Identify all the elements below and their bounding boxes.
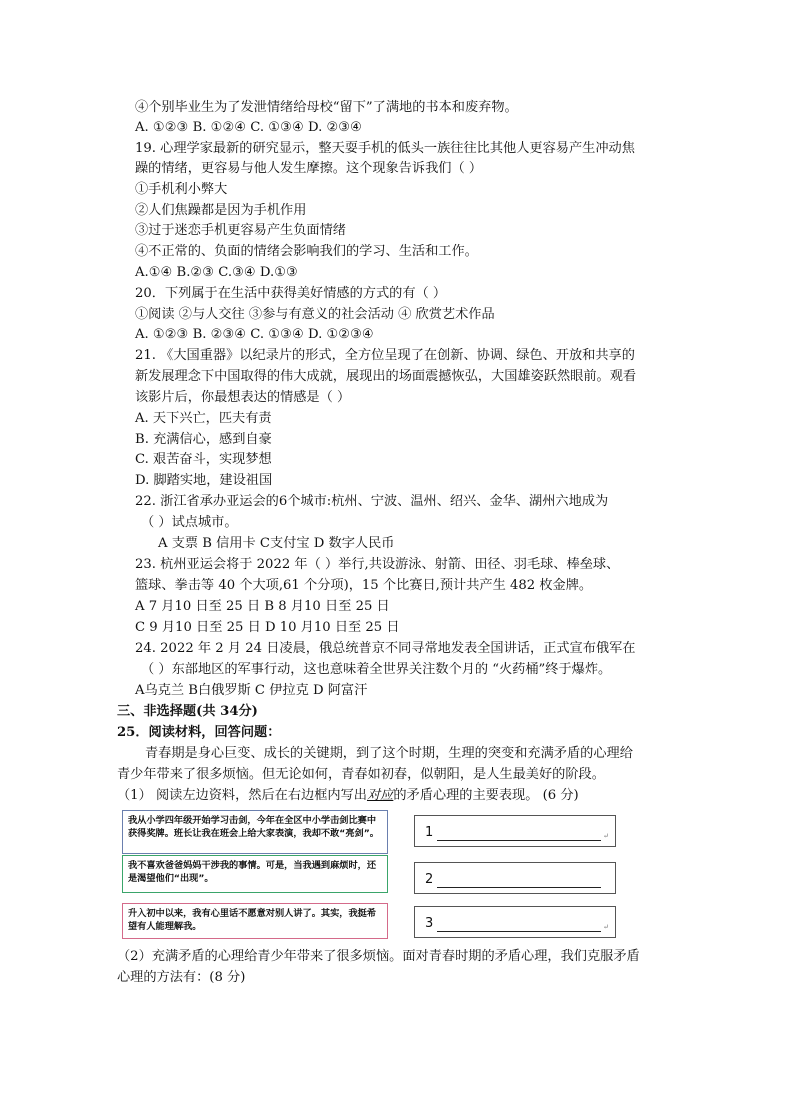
return-mark: ↵ bbox=[603, 923, 609, 931]
text-line: A 7 月10 日至 25 日 B 8 月10 日至 25 日 bbox=[135, 599, 390, 614]
text-line: D. 脚踏实地，建设祖国 bbox=[135, 473, 273, 488]
text-line: C 9 月10 日至 25 日 D 10 月10 日至 25 日 bbox=[135, 620, 400, 635]
text-line: ④个别毕业生为了发泄情绪给母校“留下”了满地的书本和废弃物。 bbox=[135, 100, 518, 115]
answer-number-2: 2 bbox=[425, 872, 434, 887]
answer-number-3: 3 bbox=[425, 916, 434, 931]
answer-blank-2[interactable] bbox=[437, 887, 601, 888]
question-25-paragraph-2: 青少年带来了很多烦恼。但无论如何，青春如初春，似朝阳，是人生最美好的阶段。 bbox=[117, 767, 605, 782]
text-line: 躁的情绪，更容易与他人发生摩擦。这个现象告诉我们（ ） bbox=[135, 161, 483, 176]
text-line: C. 艰苦奋斗，实现梦想 bbox=[135, 452, 272, 467]
text-line: 该影片后，你最想表达的情感是（ ） bbox=[135, 390, 351, 405]
return-mark: ↵ bbox=[603, 832, 609, 840]
sub1-keyword: 对应 bbox=[366, 788, 394, 803]
answer-blank-3[interactable] bbox=[437, 931, 601, 932]
text-line: 20．下列属于在生活中获得美好情感的方式的有（ ） bbox=[135, 286, 447, 301]
text-line: ④不正常的、负面的情绪会影响我们的学习、生活和工作。 bbox=[135, 244, 478, 259]
material-box-3: 升入初中以来，我有心里话不愿意对别人讲了。其实，我挺希望有人能理解我。 bbox=[122, 903, 388, 939]
text-line: 篮球、拳击等 40 个大项,61 个分项)，15 个比赛日,预计共产生 482 枚金牌。 bbox=[135, 578, 593, 593]
text-line: A.①④ B.②③ C.③④ D.①③ bbox=[135, 265, 298, 280]
text-line: 新发展理念下中国取得的伟大成就，展现出的场面震撼恢弘，大国雄姿跃然眼前。观看 bbox=[135, 369, 637, 384]
section-title: 三、非选择题(共 34分) bbox=[117, 704, 258, 719]
text-line: 22. 浙江省承办亚运会的6个城市:杭州、宁波、温州、绍兴、金华、湖州六地成为 bbox=[135, 494, 609, 509]
text-line: ①阅读 ②与人交往 ③参与有意义的社会活动 ④ 欣赏艺术作品 bbox=[135, 307, 495, 322]
question-25-title: 25．阅读材料，回答问题： bbox=[117, 725, 281, 740]
answer-box-3[interactable] bbox=[414, 906, 616, 938]
material-box-1: 我从小学四年级开始学习击剑，今年在全区中小学击剑比赛中获得奖牌。班长让我在班会上给大家表演，我却不敢“亮剑”。 bbox=[122, 810, 388, 854]
text-line: A乌克兰 B白俄罗斯 C 伊拉克 D 阿富汗 bbox=[135, 683, 368, 698]
text-line: B. 充满信心，感到自豪 bbox=[135, 432, 272, 447]
text-line: 24. 2022 年 2 月 24 日凌晨，俄总统普京不同寻常地发表全国讲话，正式宣布俄军在 bbox=[135, 641, 636, 656]
text-line: （ ）东部地区的军事行动，这也意味着全世界关注数个月的 “火药桶”终于爆炸。 bbox=[141, 662, 612, 677]
text-line: A 支票 B 信用卡 C支付宝 D 数字人民币 bbox=[158, 536, 395, 551]
question-25-paragraph-1: 青春期是身心巨变、成长的关键期，到了这个时期，生理的突变和充满矛盾的心理给 bbox=[145, 746, 633, 761]
answer-box-2[interactable] bbox=[414, 862, 616, 894]
text-line: ①手机利小弊大 bbox=[135, 182, 228, 197]
answer-number-1: 1 bbox=[425, 825, 434, 840]
text-line: 19. 心理学家最新的研究显示，整天耍手机的低头一族往往比其他人更容易产生冲动焦 bbox=[135, 141, 635, 156]
material-box-2: 我不喜欢爸爸妈妈干涉我的事情。可是，当我遇到麻烦时，还是渴望他们“出现”。 bbox=[122, 855, 388, 893]
text-line: ③过于迷恋手机更容易产生负面情绪 bbox=[135, 223, 346, 238]
answer-box-1[interactable] bbox=[414, 815, 616, 847]
text-line: A. ①②③ B. ②③④ C. ①③④ D. ①②③④ bbox=[135, 327, 374, 342]
text-line: A. ①②③ B. ①②④ C. ①③④ D. ②③④ bbox=[135, 120, 362, 135]
text-line: 23. 杭州亚运会将于 2022 年（ ）举行,共设游泳、射箭、田径、羽毛球、棒垒球、 bbox=[135, 557, 620, 572]
sub1-prefix: （1） 阅读左边资料，然后在右边框内写出 bbox=[117, 788, 367, 803]
text-line: 21. 《大国重器》以纪录片的形式，全方位呈现了在创新、协调、绿色、开放和共享的 bbox=[135, 348, 635, 363]
text-line: A. 天下兴亡，匹夫有责 bbox=[135, 411, 272, 426]
sub1-suffix: 的矛盾心理的主要表现。 (6 分) bbox=[393, 788, 579, 803]
question-25-sub2-line2: 心理的方法有：(8 分) bbox=[117, 970, 246, 985]
question-25-sub2-line1: （2）充满矛盾的心理给青少年带来了很多烦恼。面对青春时期的矛盾心理，我们克服矛盾 bbox=[117, 949, 640, 964]
text-line: （ ）试点城市。 bbox=[141, 515, 238, 530]
text-line: ②人们焦躁都是因为手机作用 bbox=[135, 203, 307, 218]
answer-blank-1[interactable] bbox=[437, 840, 601, 841]
question-25-sub1 bbox=[117, 787, 579, 805]
